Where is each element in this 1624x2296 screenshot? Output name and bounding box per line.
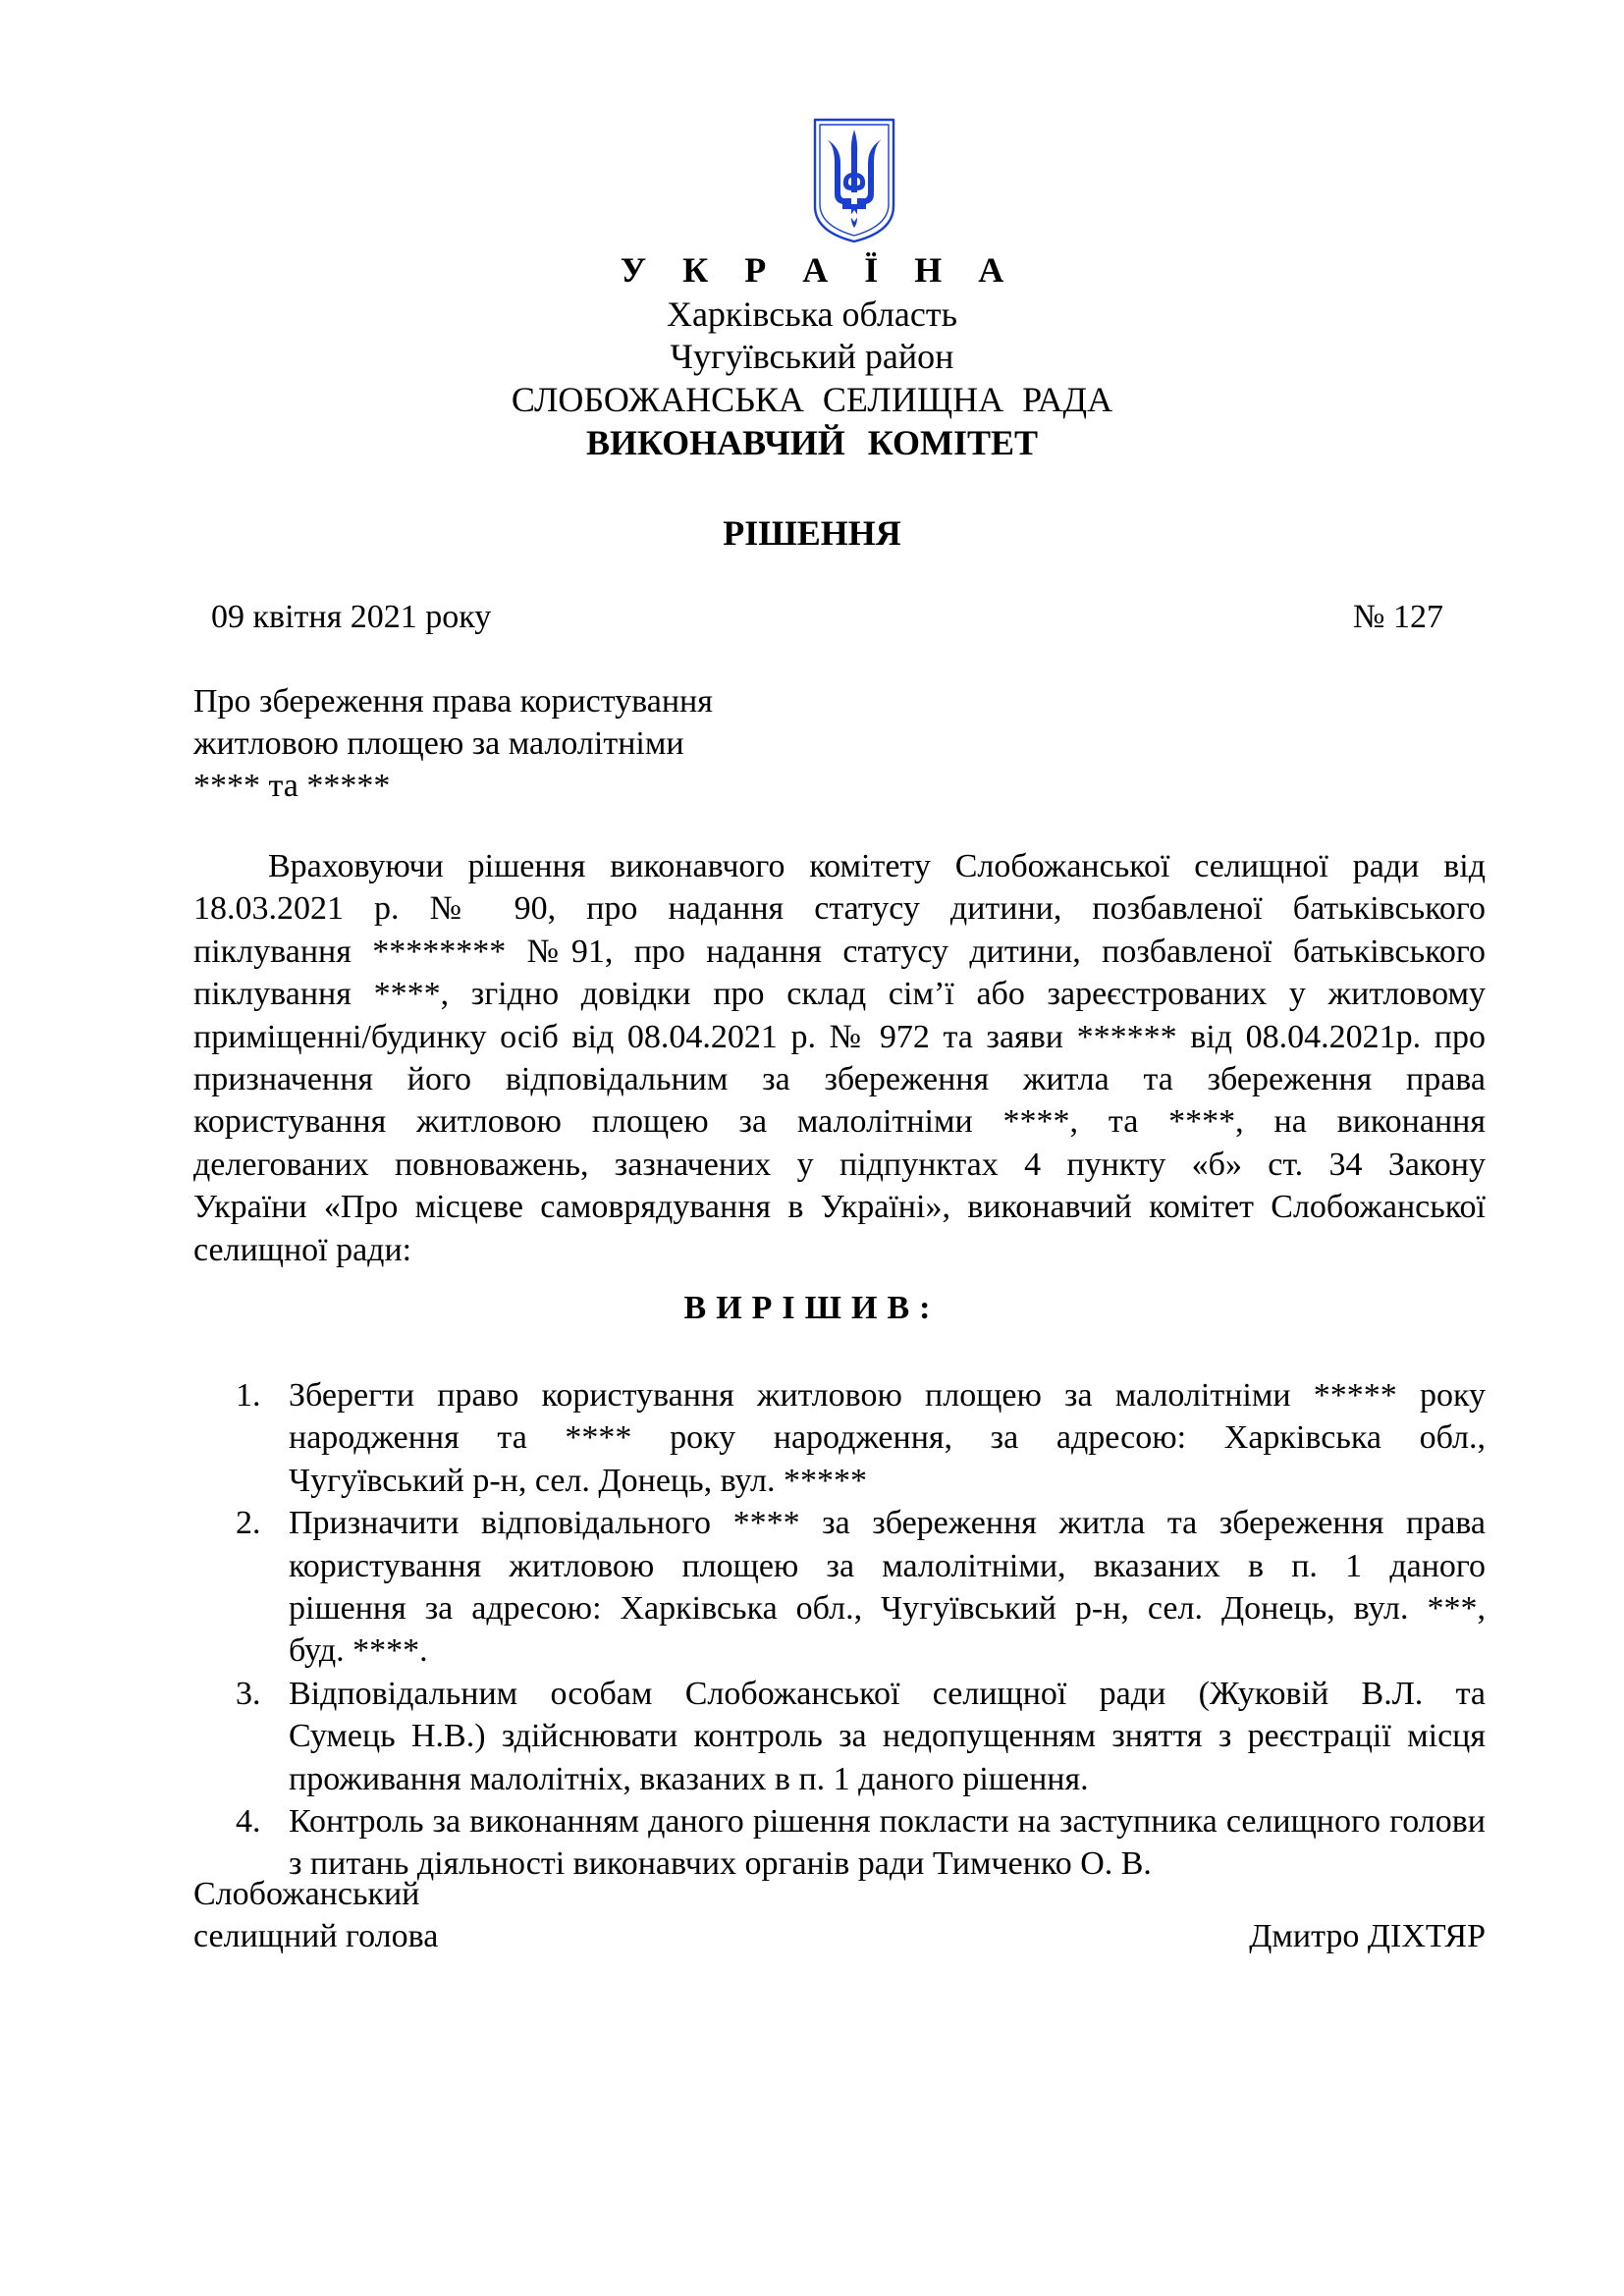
district-name: Чугуївський район xyxy=(670,337,954,376)
decision-number: № 127 xyxy=(1353,599,1443,635)
decisions-list xyxy=(236,1374,1486,1886)
document-type-title: РІШЕННЯ xyxy=(723,513,901,553)
decision-line: Зберегти право користування житловою площею за малолітніми ***** року xyxy=(289,1377,1486,1414)
preamble-paragraph xyxy=(193,845,1486,1271)
decision-line: користування житловою площею за малолітніми, вказаних в п. 1 даного xyxy=(289,1547,1486,1584)
preamble-line: піклування ******** №91, про надання статусу дитини, позбавленої батьківського xyxy=(193,933,1486,970)
decision-line: Контроль за виконанням даного рішення покласти на заступника селищного голови xyxy=(289,1802,1486,1840)
decision-line: з питань діяльності виконавчих органів ради Тимченко О. В. xyxy=(289,1845,1152,1883)
subject-line: житловою площею за малолітніми xyxy=(193,725,684,762)
preamble-line: призначення його відповідальним за збереження житла та збереження права xyxy=(193,1060,1486,1097)
signatory-position-line: селищний голова xyxy=(193,1918,439,1954)
subject-line: Про збереження права користування xyxy=(193,683,713,720)
tryzub-coat-of-arms-icon xyxy=(811,116,897,245)
signatory-position-line: Слобожанський xyxy=(193,1876,420,1912)
preamble-line: піклування ****, згідно довідки про склад сім’ї або зареєстрованих у житловому xyxy=(193,976,1486,1013)
resolved-heading: ВИРІШИВ: xyxy=(683,1290,941,1326)
decision-line: Відповідальним особам Слобожанської селищної ради (Жуковій В.Л. та xyxy=(289,1675,1486,1712)
decision-item xyxy=(236,1374,1486,1502)
country-name: У К Р А Ї Н А xyxy=(620,250,1018,290)
preamble-line: Враховуючи рішення виконавчого комітету Слобожанської селищної ради від xyxy=(268,848,1486,884)
preamble-line: делегованих повноважень, зазначених у підпунктах 4 пункту «б» ст. 34 Закону xyxy=(193,1146,1486,1183)
decision-item-number: 1. xyxy=(236,1377,261,1414)
decision-item-number: 3. xyxy=(236,1675,261,1712)
decision-item-number: 4. xyxy=(236,1802,261,1840)
decision-date: 09 квітня 2021 року xyxy=(211,599,492,635)
council-name: СЛОБОЖАНСЬКА СЕЛИЩНА РАДА xyxy=(511,380,1113,419)
decision-line: буд. ****. xyxy=(289,1632,428,1670)
decision-subject xyxy=(193,680,713,807)
decision-item xyxy=(236,1502,1486,1673)
decision-line: Чугуївський р-н, сел. Донець, вул. ***** xyxy=(289,1462,867,1499)
decision-item-number: 2. xyxy=(236,1505,261,1542)
decision-item xyxy=(236,1673,1486,1800)
signature-block xyxy=(193,1873,1486,1957)
subject-line: **** та ***** xyxy=(193,768,391,804)
decision-line: народження та **** року народження, за адресою: Харківська обл., xyxy=(289,1419,1486,1457)
preamble-line: користування житловою площею за малолітніми ****, та ****, на виконання xyxy=(193,1103,1486,1141)
committee-name: ВИКОНАВЧИЙ КОМІТЕТ xyxy=(585,423,1039,462)
preamble-line: 18.03.2021 р. № 90, про надання статусу дитини, позбавленої батьківського xyxy=(193,890,1486,928)
decision-line: Призначити відповідального **** за збереження житла та збереження права xyxy=(289,1505,1486,1542)
decision-line: рішення за адресою: Харківська обл., Чугуївський р-н, сел. Донець, вул. ***, xyxy=(289,1589,1486,1627)
preamble-line: України «Про місцеве самоврядування в Україні», виконавчий комітет Слобожанської xyxy=(193,1189,1486,1226)
decision-line: проживання малолітніх, вказаних в п. 1 даного рішення. xyxy=(289,1760,1089,1797)
decision-line: Сумець Н.В.) здійснювати контроль за недопущенням зняття з реєстрації місця xyxy=(289,1718,1486,1755)
preamble-line: селищної ради: xyxy=(193,1231,412,1268)
signatory-name: Дмитро ДІХТЯР xyxy=(1249,1918,1486,1954)
preamble-line: приміщенні/будинку осіб від 08.04.2021 р. № 972 та заяви ****** від 08.04.2021р. про xyxy=(193,1018,1486,1055)
region-name: Харківська область xyxy=(666,294,958,334)
